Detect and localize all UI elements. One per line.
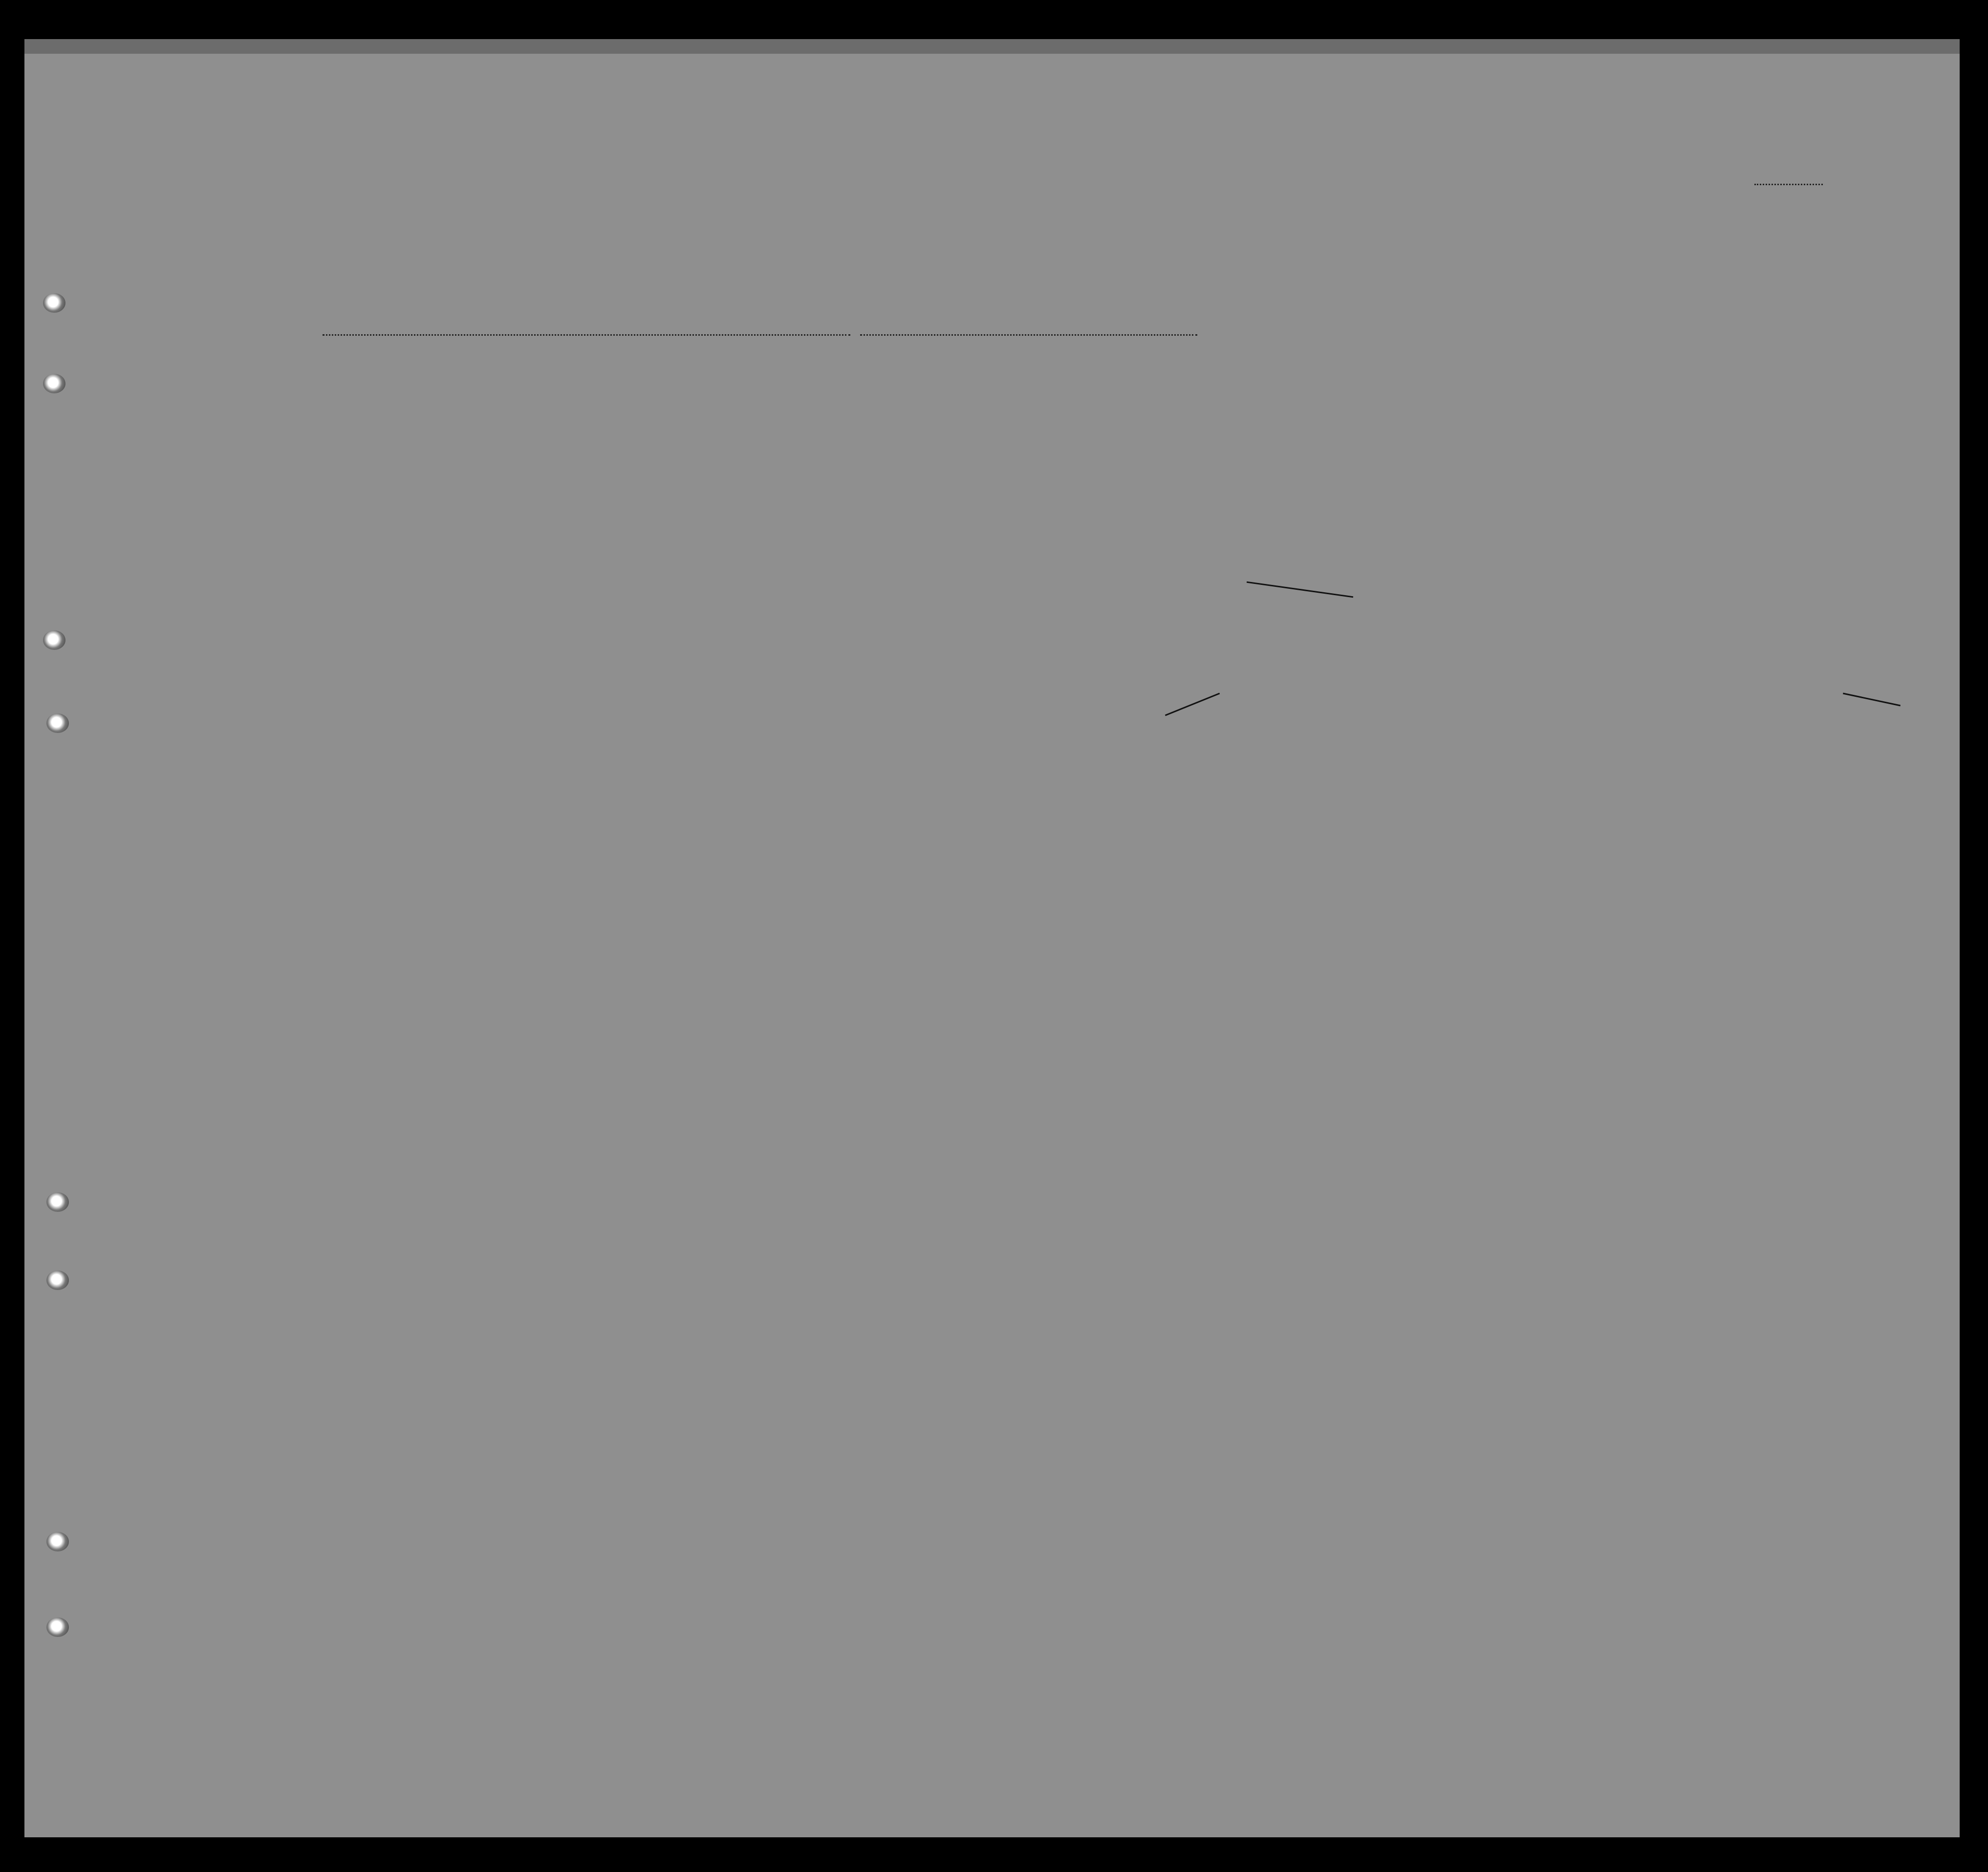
binder-hole [43,293,65,313]
header-purpose-citizen [1244,410,1268,508]
header-q28 [1381,381,1429,508]
binder-hole [46,1532,69,1551]
header-purpose-return [1174,410,1203,508]
binder-hole [46,1192,69,1212]
header-q29 [1439,381,1464,508]
binder-hole [46,1617,69,1637]
manifest-sheet [24,39,1960,1837]
header-purpose-length [1210,410,1234,508]
binder-hole [43,374,65,393]
header-prison [1288,381,1317,508]
binder-hole [46,713,69,733]
table-grid [24,39,1960,1837]
binder-hole [46,1270,69,1290]
binder-hole [43,630,65,650]
